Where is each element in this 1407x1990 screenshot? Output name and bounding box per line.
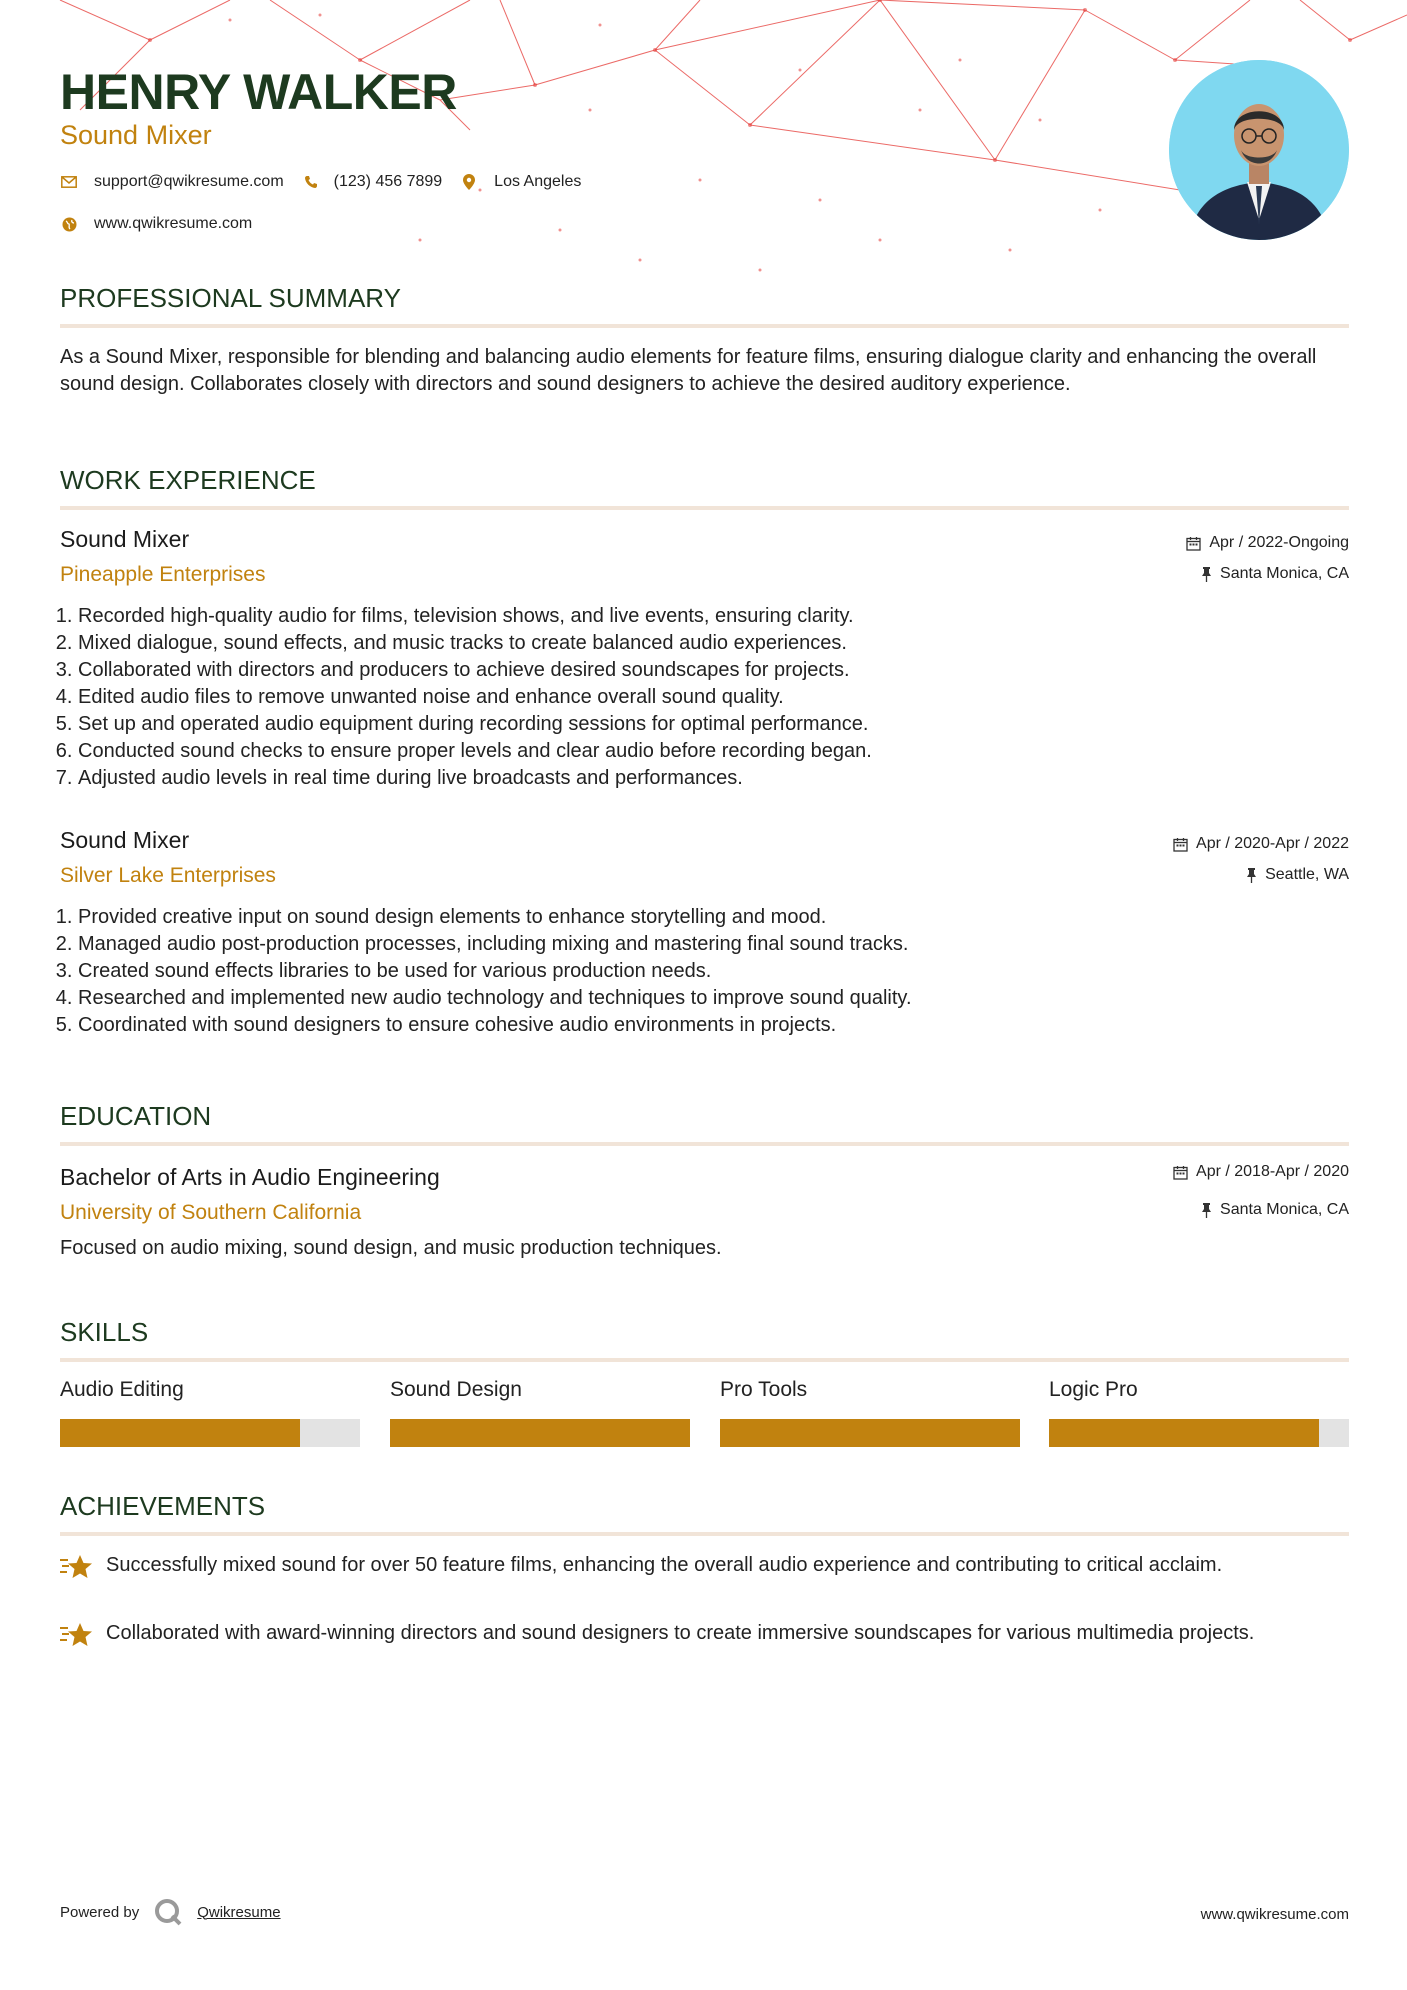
footer-powered-by [60,1897,281,1927]
list-item: 5. Set up and operated audio equipment during recording sessions for optimal performance. [78,711,1349,738]
job-location [1246,866,1349,884]
education-description: Focused on audio mixing, sound design, and music production techniques. [60,1237,722,1259]
job-bullets [60,904,1349,1039]
skill-item [720,1377,1020,1447]
list-item: 1. Recorded high-quality audio for films, television shows, and live events, ensuring clarity. [78,603,1349,630]
job-company: Pineapple Enterprises [60,563,266,586]
list-item: 4. Researched and implemented new audio technology and techniques to improve sound quality. [78,985,1349,1012]
calendar-icon [1173,837,1188,852]
list-item: 2. Managed audio post-production processes, including mixing and mastering final sound tracks. [78,931,1349,958]
job-title: Sound Mixer [60,827,190,853]
list-item: 2. Mixed dialogue, sound effects, and music tracks to create balanced audio experiences. [78,630,1349,657]
skill-item [390,1377,690,1447]
achievement-text: Collaborated with award-winning directors and sound designers to create immersive soundscapes for various multimedia projects. [106,1622,1255,1644]
experience-heading: WORK EXPERIENCE [60,464,1349,510]
website-text: www.qwikresume.com [94,215,253,232]
job-company: Silver Lake Enterprises [60,864,276,887]
education-location-text: Santa Monica, CA [1220,1201,1349,1218]
pushpin-icon [1201,1203,1212,1218]
job-dates [1173,835,1349,853]
education-degree: Bachelor of Arts in Audio Engineering [60,1164,440,1190]
contact-row-1 [60,173,599,191]
education-school: University of Southern California [60,1201,362,1224]
phone-text: (123) 456 7899 [333,173,443,190]
phone-icon [302,173,320,191]
calendar-icon [1173,1165,1188,1180]
powered-by-label: Powered by [60,1903,140,1921]
job-dates [1186,534,1349,552]
website-item[interactable] [60,215,252,233]
achievement-item [60,1620,1349,1653]
profile-photo [1169,60,1349,240]
job-location-text: Seattle, WA [1265,866,1349,883]
calendar-icon [1186,536,1201,551]
skill-bar [390,1419,690,1447]
qwikresume-link[interactable]: Qwikresume [197,1903,281,1921]
skill-item [1049,1377,1349,1447]
list-item: 6. Conducted sound checks to ensure proper levels and clear audio before recording began. [78,738,1349,765]
job-location [1201,565,1349,583]
skill-bar [60,1419,360,1447]
skill-item [60,1377,360,1447]
footer-url[interactable]: www.qwikresume.com [1200,1906,1349,1923]
candidate-role: Sound Mixer [60,120,212,150]
skill-name: Pro Tools [720,1378,808,1401]
map-pin-icon [460,173,478,191]
star-icon [60,1552,106,1585]
list-item: 1. Provided creative input on sound design elements to enhance storytelling and mood. [78,904,1349,931]
job-bullets [60,603,1349,792]
skill-bar [720,1419,1020,1447]
star-icon [60,1620,106,1653]
list-item: 4. Edited audio files to remove unwanted noise and enhance overall sound quality. [78,684,1349,711]
job-dates-text: Apr / 2022-Ongoing [1209,534,1349,551]
education-location [1201,1201,1349,1219]
skill-name: Sound Design [390,1378,522,1401]
achievements-heading: ACHIEVEMENTS [60,1490,1349,1536]
skill-bar-fill [60,1419,300,1447]
job-title: Sound Mixer [60,526,190,552]
job-location-text: Santa Monica, CA [1220,565,1349,582]
education-dates-text: Apr / 2018-Apr / 2020 [1196,1163,1349,1180]
skill-name: Audio Editing [60,1378,184,1401]
location-text: Los Angeles [494,173,582,190]
pushpin-icon [1201,567,1212,582]
list-item: 7. Adjusted audio levels in real time during live broadcasts and performances. [78,765,1349,792]
skill-bar [1049,1419,1349,1447]
achievement-text: Successfully mixed sound for over 50 feature films, enhancing the overall audio experience and contributing to critical acclaim. [106,1554,1223,1576]
email-item[interactable] [60,173,284,191]
qwikresume-logo-icon [153,1897,183,1927]
contact-row-2 [60,215,270,233]
summary-heading: PROFESSIONAL SUMMARY [60,282,1349,328]
phone-item[interactable] [302,173,443,191]
pushpin-icon [1246,868,1257,883]
location-item [460,173,581,191]
list-item: 5. Coordinated with sound designers to ensure cohesive audio environments in projects. [78,1012,1349,1039]
skill-bar-fill [1049,1419,1319,1447]
list-item: 3. Collaborated with directors and producers to achieve desired soundscapes for projects. [78,657,1349,684]
skills-heading: SKILLS [60,1316,1349,1362]
skill-bar-fill [720,1419,1020,1447]
email-text: support@qwikresume.com [94,173,284,190]
achievement-item [60,1552,1349,1585]
candidate-name: HENRY WALKER [60,64,457,120]
skill-name: Logic Pro [1049,1378,1138,1401]
summary-text: As a Sound Mixer, responsible for blending and balancing audio elements for feature films, ensuring dialogue clarity and enhancing the overall sound design. Collaborates closely with directors and sound designers to achieve the desired auditory experience. [60,346,1317,395]
job-dates-text: Apr / 2020-Apr / 2022 [1196,835,1349,852]
globe-icon [60,215,78,233]
envelope-icon [60,173,78,191]
education-heading: EDUCATION [60,1100,1349,1146]
skill-bar-fill [390,1419,690,1447]
education-dates [1173,1163,1349,1181]
list-item: 3. Created sound effects libraries to be used for various production needs. [78,958,1349,985]
